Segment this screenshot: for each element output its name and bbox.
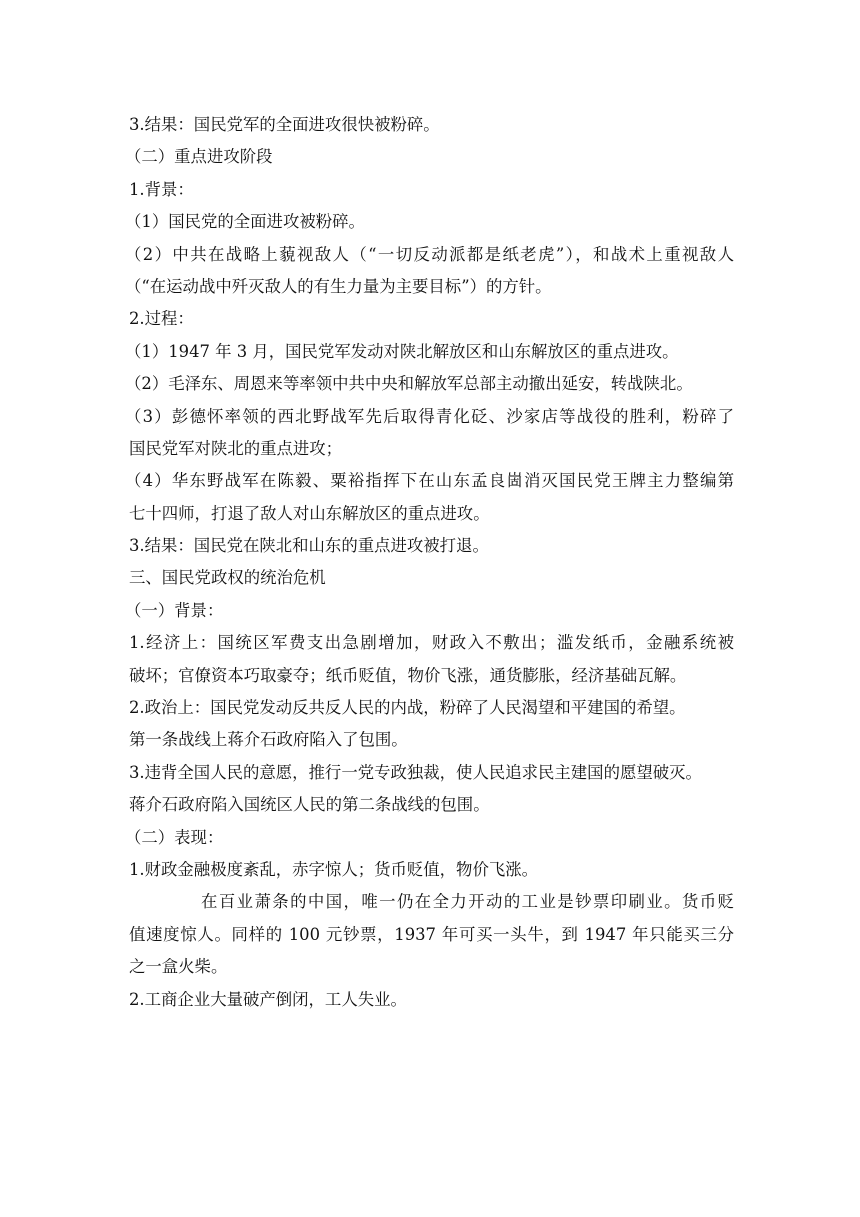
- paragraph-line: 七十四师，打退了敌人对山东解放区的重点进攻。: [129, 503, 490, 523]
- paragraph-line: 2.政治上：国民党发动反共反人民的内战，粉碎了人民渴望和平建国的希望。: [129, 698, 686, 718]
- paragraph-line: 破坏；官僚资本巧取豪夺；纸币贬值，物价飞涨，通货膨胀，经济基础瓦解。: [129, 665, 687, 685]
- paragraph-line: 值速度惊人。同样的 100 元钞票，1937 年可买一头牛，到 1947 年只能买三分: [129, 924, 734, 944]
- paragraph-line: 3.结果：国民党在陕北和山东的重点进攻被打退。: [129, 536, 489, 556]
- paragraph-line: 第一条战线上蒋介石政府陷入了包围。: [129, 730, 408, 750]
- paragraph-line: （1）国民党的全面进攻被粉碎。: [125, 212, 365, 232]
- paragraph-line: （3）彭德怀率领的西北野战军先后取得青化砭、沙家店等战役的胜利，粉碎了: [125, 406, 734, 426]
- paragraph-line: 2.过程：: [129, 309, 194, 329]
- paragraph-line: （“在运动战中歼灭敌人的有生力量为主要目标”）的方针。: [125, 276, 552, 296]
- paragraph-line: 2.工商企业大量破产倒闭，工人失业。: [129, 989, 407, 1009]
- paragraph-line: （2）毛泽东、周恩来等率领中共中央和解放军总部主动撤出延安，转战陕北。: [125, 374, 693, 394]
- paragraph-line: 1.背景：: [129, 179, 194, 199]
- paragraph-line: （2）中共在战略上藐视敌人（“一切反动派都是纸老虎”），和战术上重视敌人: [125, 244, 734, 264]
- paragraph-line: 之一盒火柴。: [129, 957, 228, 977]
- section-heading: 三、国民党政权的统治危机: [129, 568, 326, 588]
- paragraph-line: （4）华东野战军在陈毅、粟裕指挥下在山东孟良崮消灭国民党王牌主力整编第: [125, 471, 734, 491]
- paragraph-line: 1.财政金融极度紊乱，赤字惊人；货币贬值，物价飞涨。: [129, 859, 539, 879]
- paragraph-line: 蒋介石政府陷入国统区人民的第二条战线的包围。: [129, 795, 490, 815]
- paragraph-line: （1）1947 年 3 月，国民党军发动对陕北解放区和山东解放区的重点进攻。: [125, 341, 679, 361]
- paragraph-line: 国民党军对陕北的重点进攻；: [129, 438, 343, 458]
- section-heading: （二）重点进攻阶段: [125, 147, 273, 167]
- paragraph-line: 3.结果：国民党军的全面进攻很快被粉碎。: [129, 115, 440, 134]
- paragraph-line: 1.经济上：国统区军费支出急剧增加，财政入不敷出；滥发纸币，金融系统被: [129, 633, 734, 653]
- section-heading: （一）背景：: [125, 600, 224, 620]
- section-heading: （二）表现：: [125, 827, 224, 847]
- paragraph-line: 3.违背全国人民的意愿，推行一党专政独裁，使人民追求民主建国的愿望破灭。: [129, 762, 702, 782]
- document-body: [125, 109, 734, 1016]
- paragraph-line: 在百业萧条的中国，唯一仍在全力开动的工业是钞票印刷业。货币贬: [201, 892, 734, 912]
